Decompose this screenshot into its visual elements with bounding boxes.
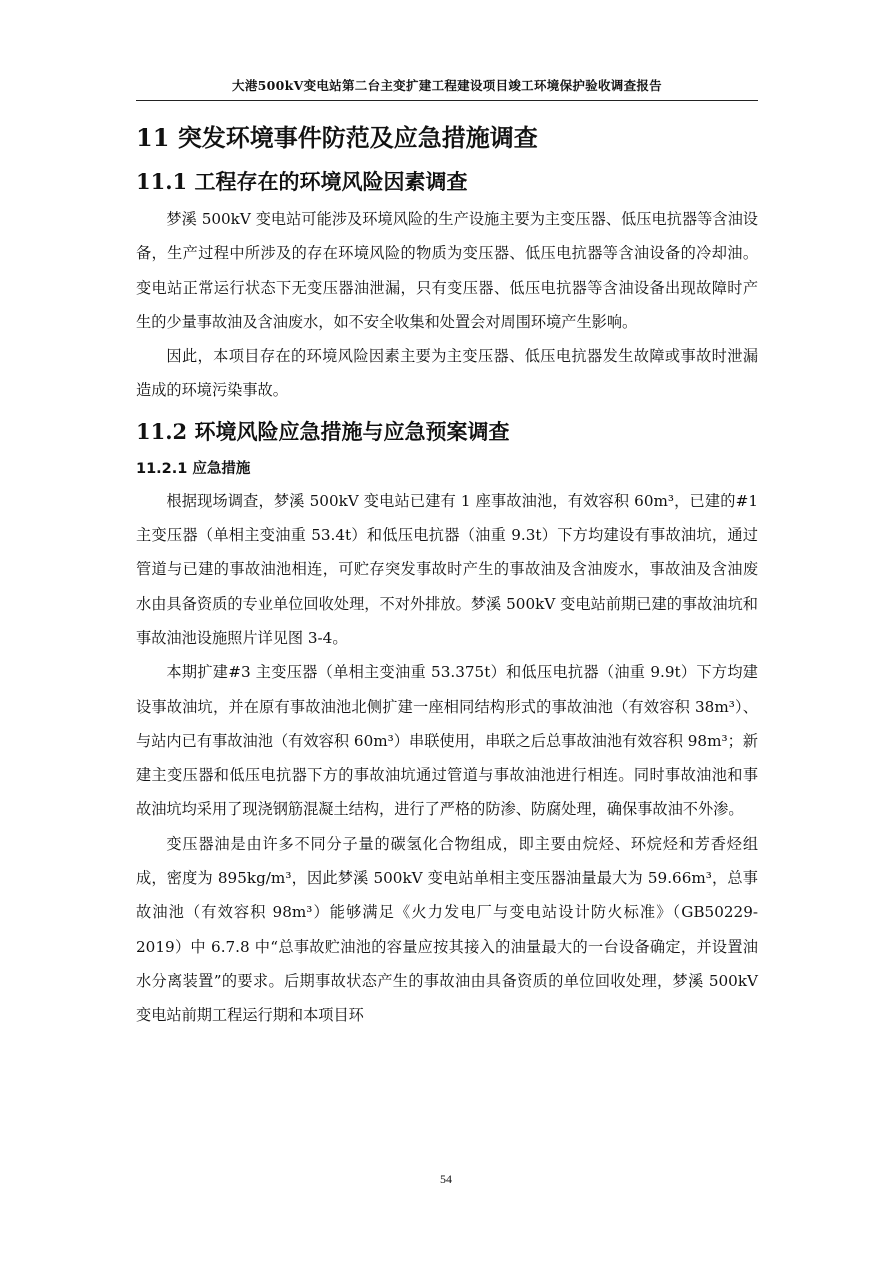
running-header: 大港500kV变电站第二台主变扩建工程建设项目竣工环境保护验收调查报告	[232, 78, 662, 93]
chapter-title: 11 突发环境事件防范及应急措施调查	[136, 123, 538, 152]
header-divider	[136, 100, 758, 101]
paragraph: 根据现场调查，梦溪 500kV 变电站已建有 1 座事故油池，有效容积 60m³，已建的#1 主变压器（单相主变油重 53.4t）和低压电抗器（油重 9.3t）下方均建设有事故油坑，通过管道与已建的事故油池相连，可贮存突发事故时产生的事故油及含油废水，事故油及含油废水由具备资质的专业单位回收处理，不对外排放。梦溪 500kV 变电站前期已建的事故油坑和事故油池设施照片详见图 3-4。	[136, 491, 758, 647]
paragraph: 因此，本项目存在的环境风险因素主要为主变压器、低压电抗器发生故障或事故时泄漏造成的环境污染事故。	[136, 347, 758, 400]
paragraph: 变压器油是由许多不同分子量的碳氢化合物组成，即主要由烷烃、环烷烃和芳香烃组成，密度为 895kg/m³，因此梦溪 500kV 变电站单相主变压器油量最大为 59.66m³，总事故油池（有效容积 98m³）能够满足《火力发电厂与变电站设计防火标准》（GB50229-2019）中 6.7.8 中“总事故贮油池的容量应按其接入的油量最大的一台设备确定，并设置油水分离装置”的要求。后期事故状态产生的事故油由具备资质的单位回收处理，梦溪 500kV 变电站前期工程运行期和本项目环	[136, 834, 758, 1025]
page-number: 54	[440, 1172, 452, 1186]
section-title-11-1: 11.1 工程存在的环境风险因素调查	[136, 169, 468, 194]
paragraph: 梦溪 500kV 变电站可能涉及环境风险的生产设施主要为主变压器、低压电抗器等含油设备，生产过程中所涉及的存在环境风险的物质为变压器、低压电抗器等含油设备的冷却油。变电站正常运行状态下无变压器油泄漏，只有变压器、低压电抗器等含油设备出现故障时产生的少量事故油及含油废水，如不安全收集和处置会对周围环境产生影响。	[136, 210, 758, 331]
paragraph: 本期扩建#3 主变压器（单相主变油重 53.375t）和低压电抗器（油重 9.9t）下方均建设事故油坑，并在原有事故油池北侧扩建一座相同结构形式的事故油池（有效容积 38m³）、与站内已有事故油池（有效容积 60m³）串联使用，串联之后总事故油池有效容积 98m³；新建主变压器和低压电抗器下方的事故油坑通过管道与事故油池进行相连。同时事故油池和事故油坑均采用了现浇钢筋混凝土结构，进行了严格的防渗、防腐处理，确保事故油不外渗。	[136, 663, 758, 819]
subsection-title-11-2-1: 11.2.1 应急措施	[136, 460, 251, 477]
page-body	[136, 110, 758, 1033]
section-title-11-2: 11.2 环境风险应急措施与应急预案调查	[136, 418, 510, 444]
